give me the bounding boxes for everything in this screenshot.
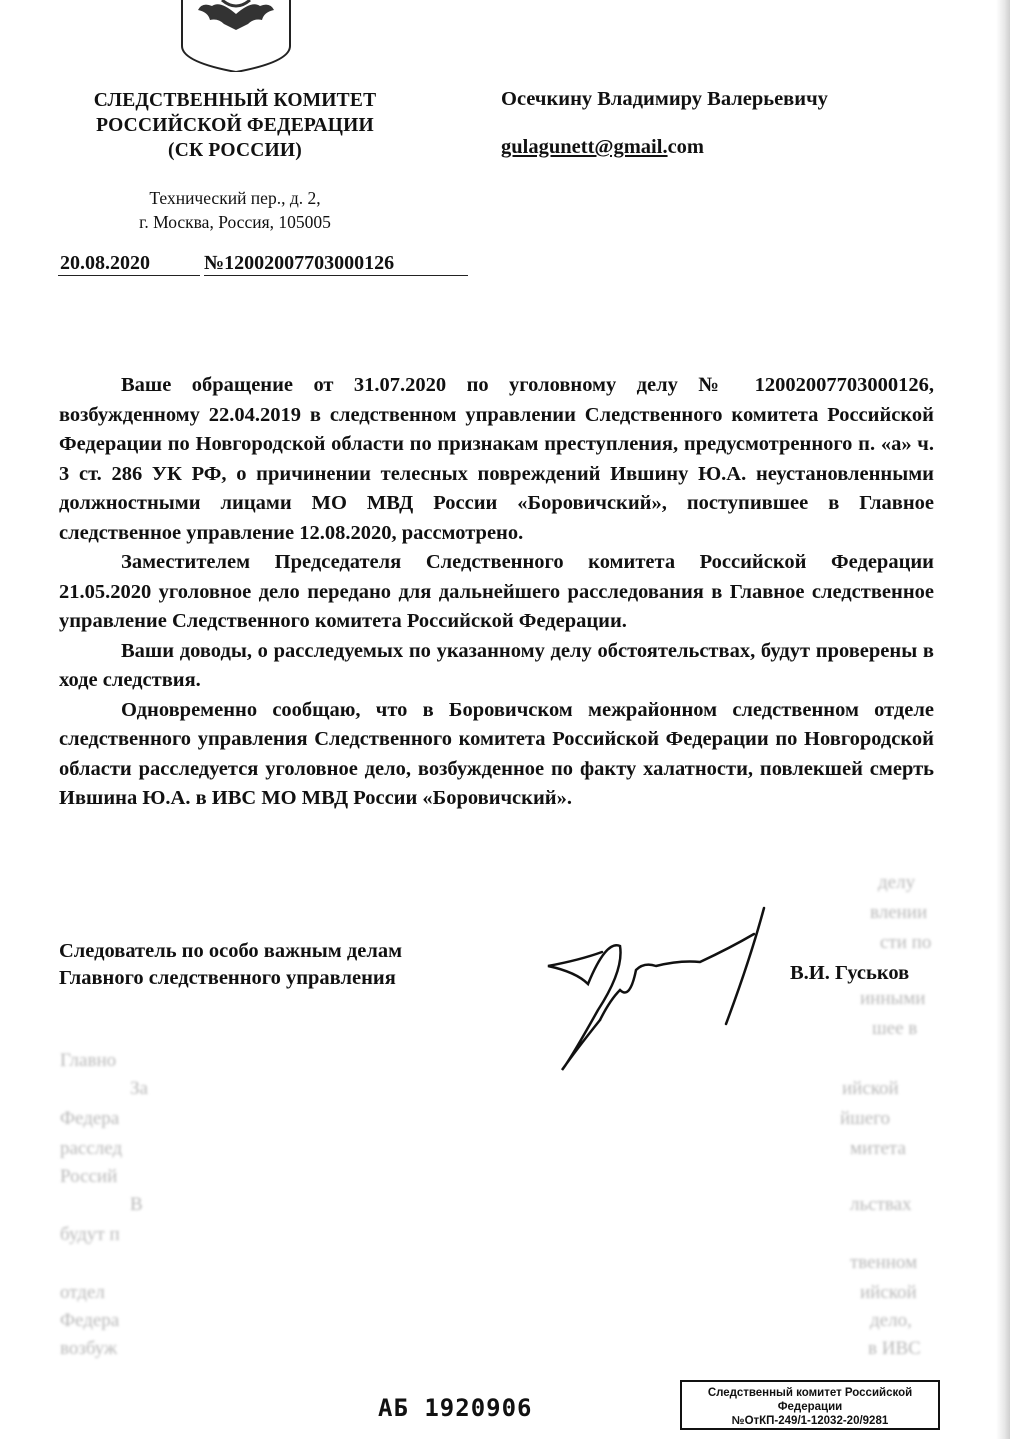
page-edge-shadow [996,0,1010,1439]
letter-body [59,371,934,814]
address-line: г. Москва, Россия, 105005 [139,212,331,232]
body-paragraph: Ваши доводы, о расследуемых по указанному делу обстоятельствах, будут проверены в ходе следствия. [59,639,934,691]
form-serial-number: АБ 1920906 [378,1394,533,1422]
org-line: (СК РОССИИ) [168,140,302,161]
stamp-line: №ОтКП-249/1-12032-20/9281 [731,1415,889,1427]
organization-name [60,88,410,163]
coat-of-arms-icon [178,0,294,72]
body-paragraph: Заместителем Председателя Следственного комитета Российской Федерации 21.05.2020 уголовное дело передано для дальнейшего расследования в Главное следственное управление Следственного комитета Российской Федерации. [59,551,934,632]
stamp-line: Федерации [777,1401,843,1413]
registration-line [58,252,458,282]
position-line: Следователь по особо важным делам [59,940,403,962]
recipient-email [501,136,704,159]
address-line: Технический пер., д. 2, [149,188,321,208]
body-paragraph: Ваше обращение от 31.07.2020 по уголовному делу № 12002007703000126, возбужденному 22.04.2019 в следственном управлении Следственного комитета Российской Федерации по Новгородской области по признакам преступления, предусмотренного п. «а» ч. 3 ст. 286 УК РФ, о причинении телесных повреждений Ившину Ю.А. неустановленными должностными лицами МО МВД России «Боровичский», поступившее в Главное следственное управление 12.08.2020, рассмотрено. [59,374,934,544]
document-date: 20.08.2020 [58,252,200,276]
signer-position [59,938,519,992]
registration-stamp [680,1380,940,1430]
registration-number: №12002007703000126 [204,252,468,276]
organization-address [60,186,410,234]
stamp-line: Следственный комитет Российской [707,1387,913,1399]
email-part: gulagunett@gmail. [501,136,668,158]
email-part: com [667,136,704,158]
org-line: РОССИЙСКОЙ ФЕДЕРАЦИИ [96,115,374,136]
bleed-through-text: делу влении сти по инными шее в Главно За ийской Федера йшего расслед митета Россий В льствах будут п твенном отдел ийской Федера дело, возбуж в ИВС [60,872,932,1359]
position-line: Главного следственного управления [59,967,396,989]
body-paragraph: Одновременно сообщаю, что в Боровичском межрайонном следственном отделе следственного управления Следственного комитета Российской Федерации по Новгородской области расследуется уголовное дело, возбужденное по факту халатности, повлекшей смерть Ившина Ю.А. в ИВС МО МВД России «Боровичский». [59,698,934,809]
recipient-name: Осечкину Владимиру Валерьевичу [501,88,828,110]
org-line: СЛЕДСТВЕННЫЙ КОМИТЕТ [93,90,377,111]
handwritten-signature [540,900,780,1080]
signer-name: В.И. Гуськов [790,962,910,984]
